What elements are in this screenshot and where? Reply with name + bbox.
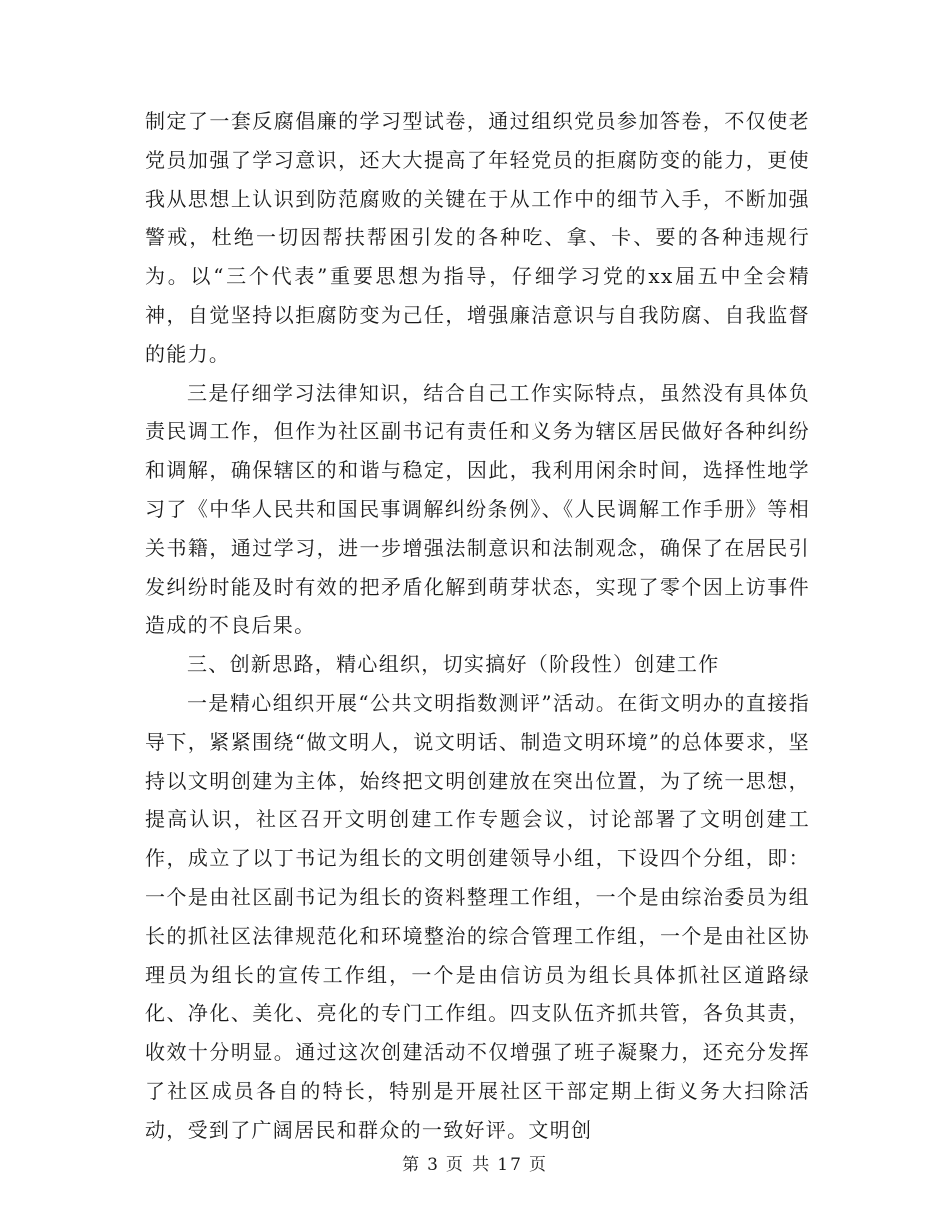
footer-suffix: 页 [528,1155,548,1175]
paragraph-1: 制定了一套反腐倡廉的学习型试卷，通过组织党员参加答卷，不仅使老党员加强了学习意识，还大大提高了年轻党员的拒腐防变的能力，更使我从思想上认识到防范腐败的关键在于从工作中的细节入手，不断加强警戒，杜绝一切因帮扶帮困引发的各种吃、拿、卡、要的各种违规行为。以“三个代表”重要思想为指导，仔细学习党的xx届五中全会精神，自觉坚持以拒腐防变为己任，增强廉洁意识与自我防腐、自我监督的能力。 [145,109,810,366]
footer-page-number: 3 [427,1155,440,1175]
section-heading: 三、创新思路，精心组织，切实搞好（阶段性）创建工作 [187,652,720,677]
footer-prefix: 第 [402,1155,422,1175]
paragraph-2: 三是仔细学习法律知识，结合自己工作实际特点，虽然没有具体负责民调工作，但作为社区副书记有责任和义务为辖区居民做好各种纠纷和调解，确保辖区的和谐与稳定，因此，我利用闲余时间，选择性地学习了《中华人民共和国民事调解纠纷条例》、《人民调解工作手册》等相关书籍，通过学习，进一步增强法制意识和法制观念，确保了在居民引发纠纷时能及时有效的把矛盾化解到萌芽状态，实现了零个因上访事件造成的不良后果。 [145,380,810,638]
page-footer [0,1150,950,1175]
footer-total-pages: 17 [497,1155,523,1175]
paragraph-4: 一是精心组织开展“公共文明指数测评”活动。在街文明办的直接指导下，紧紧围绕“做文明人，说文明话、制造文明环境”的总体要求，坚持以文明创建为主体，始终把文明创建放在突出位置，为了统一思想，提高认识，社区召开文明创建工作专题会议，讨论部署了文明创建工作，成立了以丁书记为组长的文明创建领导小组，下设四个分组，即：一个是由社区副书记为组长的资料整理工作组，一个是由综治委员为组长的抓社区法律规范化和环境整治的综合管理工作组，一个是由社区协理员为组长的宣传工作组，一个是由信访员为组长具体抓社区道路绿化、净化、美化、亮化的专门工作组。四支队伍齐抓共管，各负其责，收效十分明显。通过这次创建活动不仅增强了班子凝聚力，还充分发挥了社区成员各自的特长，特别是开展社区干部定期上街义务大扫除活动，受到了广阔居民和群众的一致好评。文明创 [145,690,810,1142]
document-body [145,102,810,1150]
footer-middle: 页 共 [445,1155,492,1175]
